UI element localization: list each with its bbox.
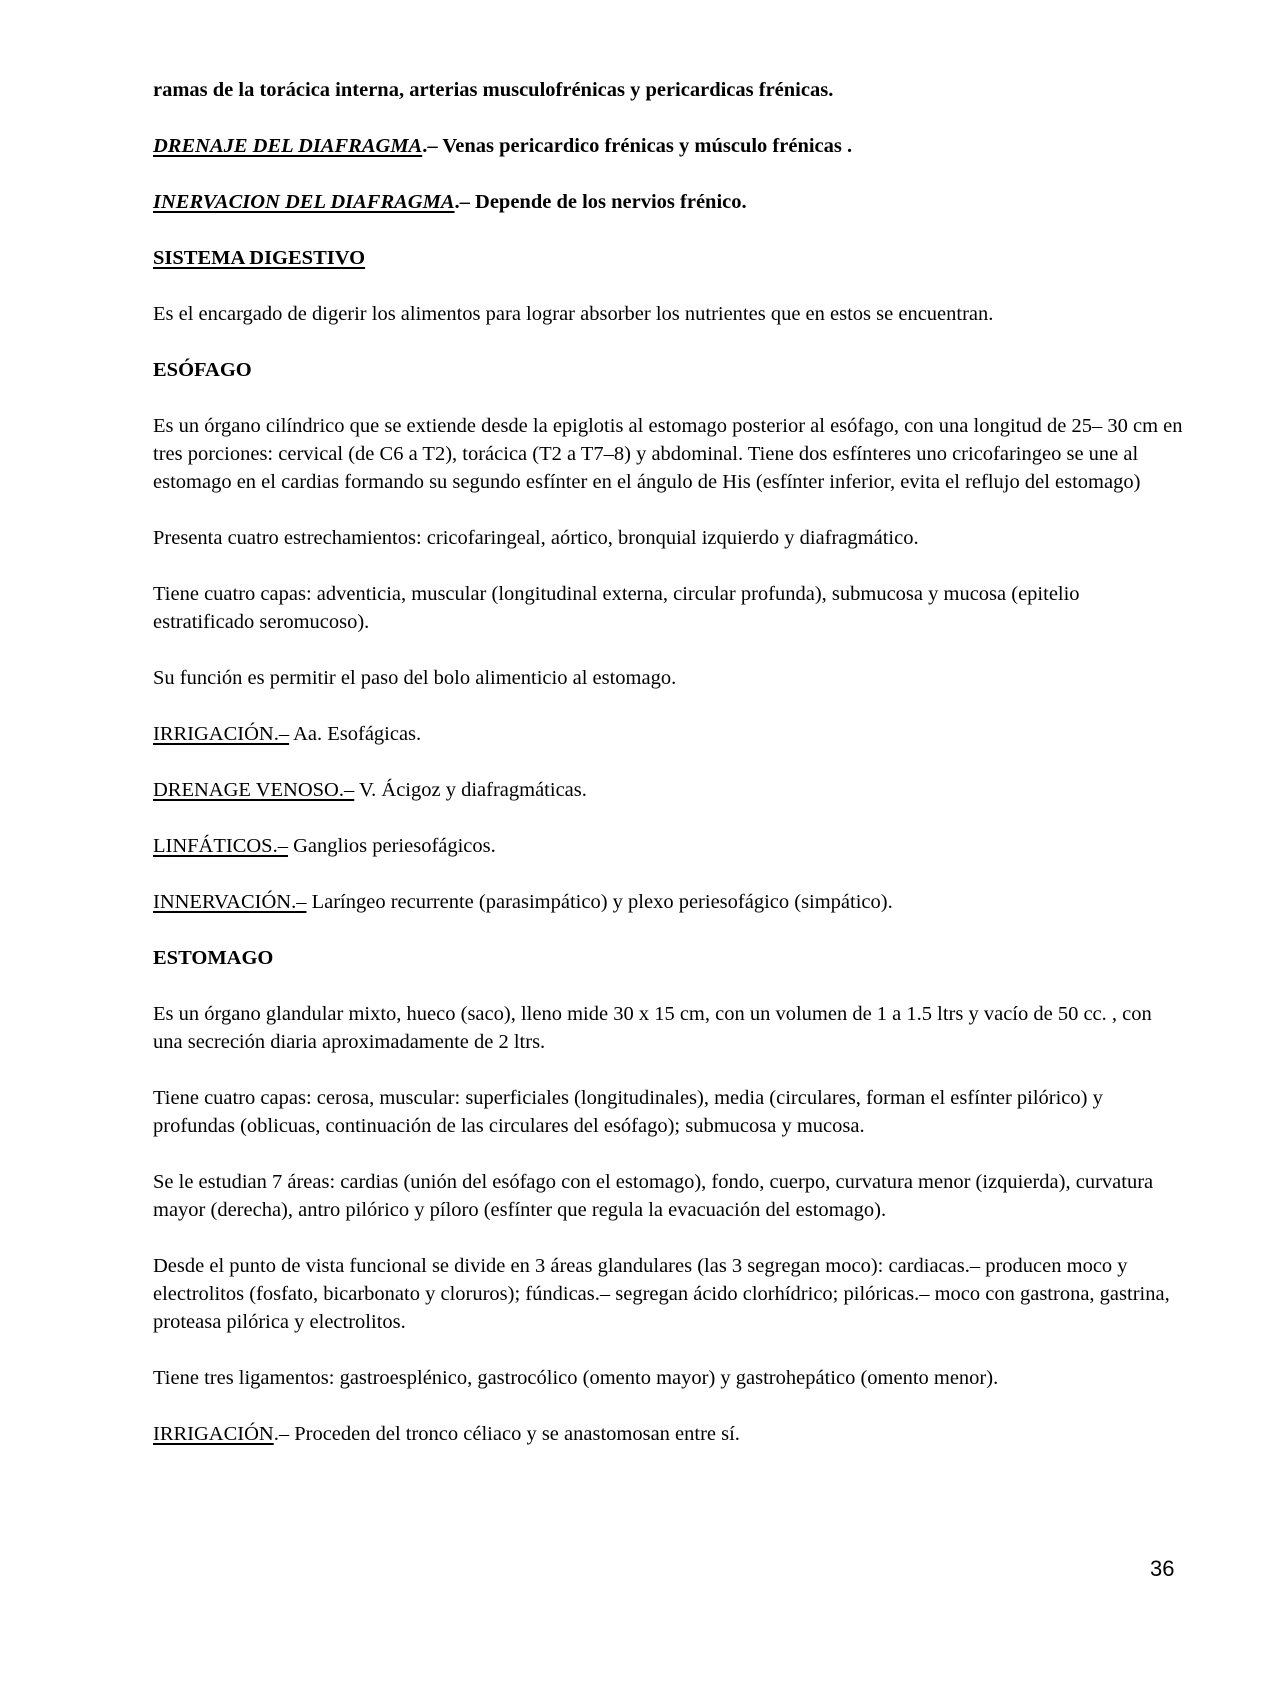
esofago-paragraph-2: Presenta cuatro estrechamientos: cricofaringeal, aórtico, bronquial izquierdo y diafragmático.	[153, 527, 919, 549]
diafragma-drenaje-text: .– Venas pericardico frénicas y músculo frénicas .	[422, 135, 853, 157]
page-number: 36	[1150, 1556, 1175, 1581]
sistema-digestivo-intro: Es el encargado de digerir los alimentos para lograr absorber los nutrientes que en estos se encuentran.	[153, 303, 994, 325]
esofago-drenaje-label: DRENAGE VENOSO.–	[153, 779, 355, 801]
esofago-linfaticos-paragraph	[153, 832, 1183, 860]
diafragma-inervacion-heading: INERVACION DEL DIAFRAGMA	[153, 191, 455, 213]
diafragma-irrigacion-continuation: ramas de la torácica interna, arterias musculofrénicas y pericardicas frénicas.	[153, 79, 834, 101]
esofago-linfaticos-label: LINFÁTICOS.–	[153, 835, 288, 857]
estomago-paragraph-2: Tiene cuatro capas: cerosa, muscular: superficiales (longitudinales), media (circulares, forman el esfínter pilórico) y profundas (oblicuas, continuación de las circulares del esófago); submucosa y mucosa.	[153, 1087, 1103, 1137]
estomago-heading: ESTOMAGO	[153, 947, 274, 969]
esofago-drenaje-text: V. Ácigoz y diafragmáticas.	[354, 779, 587, 801]
diafragma-inervacion-paragraph	[153, 188, 1183, 216]
sistema-digestivo-heading-line	[153, 244, 1183, 272]
esofago-innervacion-paragraph	[153, 888, 1183, 916]
esofago-innervacion-text: Laríngeo recurrente (parasimpático) y plexo periesofágico (simpático).	[306, 891, 893, 913]
estomago-irrigacion-label: IRRIGACIÓN	[153, 1423, 274, 1445]
diafragma-inervacion-text: .– Depende de los nervios frénico.	[454, 191, 747, 213]
esofago-drenaje-paragraph	[153, 776, 1183, 804]
estomago-paragraph-1: Es un órgano glandular mixto, hueco (saco), lleno mide 30 x 15 cm, con un volumen de 1 a 1.5 ltrs y vacío de 50 cc. , con una secreción diaria aproximadamente de 2 ltrs.	[153, 1003, 1152, 1053]
estomago-irrigacion-paragraph	[153, 1420, 1183, 1448]
esofago-heading: ESÓFAGO	[153, 359, 252, 381]
estomago-paragraph-3: Se le estudian 7 áreas: cardias (unión del esófago con el estomago), fondo, cuerpo, curvatura menor (izquierda), curvatura mayor (derecha), antro pilórico y píloro (esfínter que regula la evacuación del estomago).	[153, 1171, 1154, 1221]
estomago-irrigacion-text: .– Proceden del tronco céliaco y se anastomosan entre sí.	[273, 1423, 740, 1445]
esofago-paragraph-3: Tiene cuatro capas: adventicia, muscular (longitudinal externa, circular profunda), submucosa y mucosa (epitelio estratificado seromucoso).	[153, 583, 1080, 633]
estomago-paragraph-5: Tiene tres ligamentos: gastroesplénico, gastrocólico (omento mayor) y gastrohepático (omento menor).	[153, 1367, 999, 1389]
estomago-paragraph-4: Desde el punto de vista funcional se divide en 3 áreas glandulares (las 3 segregan moco): cardiacas.– producen moco y electrolitos (fosfato, bicarbonato y cloruros); fúndicas.– segregan ácido clorhídrico; pilóricas.– moco con gastrona, gastrina, proteasa pilórica y electrolitos.	[153, 1255, 1170, 1333]
esofago-irrigacion-paragraph	[153, 720, 1183, 748]
document-page	[153, 76, 1183, 1476]
esofago-linfaticos-text: Ganglios periesofágicos.	[287, 835, 496, 857]
esofago-irrigacion-label: IRRIGACIÓN.–	[153, 723, 290, 745]
sistema-digestivo-heading: SISTEMA DIGESTIVO	[153, 247, 366, 269]
esofago-innervacion-label: INNERVACIÓN.–	[153, 891, 307, 913]
esofago-paragraph-4: Su función es permitir el paso del bolo alimenticio al estomago.	[153, 667, 677, 689]
diafragma-drenaje-heading: DRENAJE DEL DIAFRAGMA	[153, 135, 423, 157]
esofago-paragraph-1: Es un órgano cilíndrico que se extiende desde la epiglotis al estomago posterior al esófago, con una longitud de 25– 30 cm en tres porciones: cervical (de C6 a T2), torácica (T2 a T7–8) y abdominal. Tiene dos esfínteres uno cricofaringeo se une al estomago en el cardias formando su segundo esfínter en el ángulo de His (esfínter inferior, evita el reflujo del estomago)	[153, 415, 1183, 493]
esofago-irrigacion-text: Aa. Esofágicas.	[289, 723, 422, 745]
diafragma-drenaje-paragraph	[153, 132, 1183, 160]
